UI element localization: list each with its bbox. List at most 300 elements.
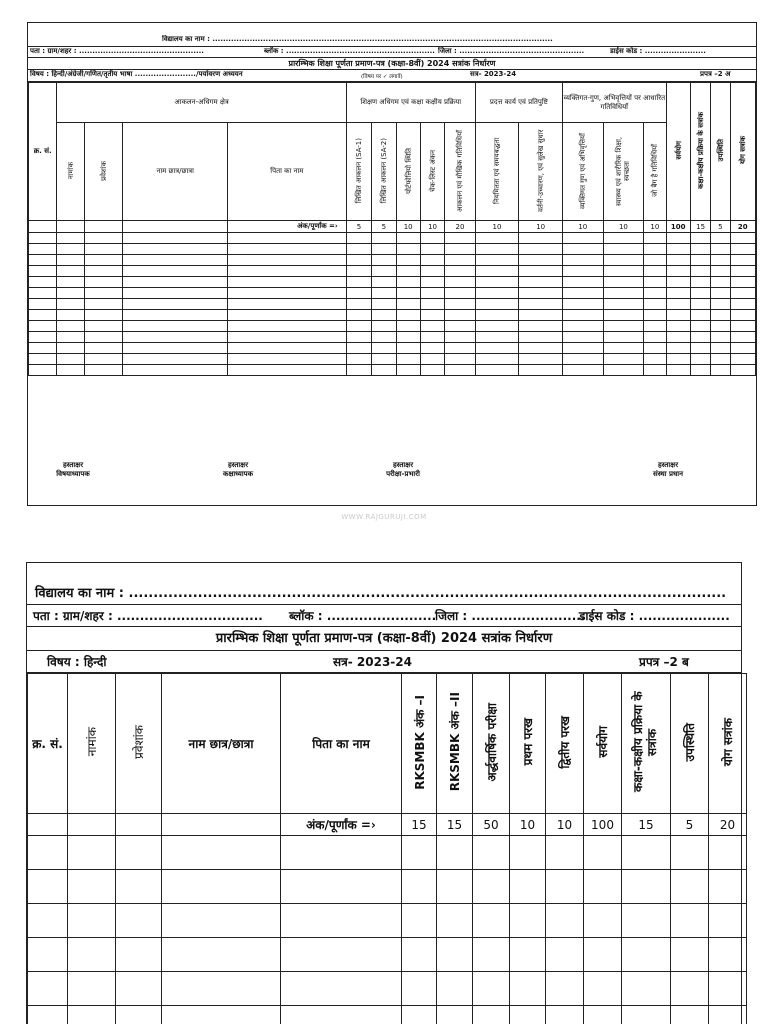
entry-cell[interactable] (603, 310, 644, 321)
entry-cell[interactable] (622, 1006, 671, 1024)
entry-cell[interactable] (690, 288, 710, 299)
student-row[interactable] (29, 321, 756, 332)
entry-cell[interactable] (603, 343, 644, 354)
student-row[interactable] (29, 299, 756, 310)
entry-cell[interactable] (730, 365, 756, 376)
entry-cell[interactable] (730, 332, 756, 343)
entry-cell[interactable] (123, 244, 228, 255)
entry-cell[interactable] (519, 310, 563, 321)
entry-cell[interactable] (730, 233, 756, 244)
student-row[interactable] (29, 255, 756, 266)
entry-cell[interactable] (396, 277, 420, 288)
entry-cell[interactable] (57, 365, 84, 376)
entry-cell[interactable] (281, 972, 402, 1006)
entry-cell[interactable] (29, 354, 57, 365)
entry-cell[interactable] (68, 904, 116, 938)
entry-cell[interactable] (730, 255, 756, 266)
entry-cell[interactable] (29, 244, 57, 255)
entry-cell[interactable] (84, 288, 123, 299)
entry-cell[interactable] (227, 233, 346, 244)
entry-cell[interactable] (690, 244, 710, 255)
entry-cell[interactable] (346, 255, 371, 266)
entry-cell[interactable] (475, 288, 519, 299)
entry-cell[interactable] (28, 836, 68, 870)
entry-cell[interactable] (666, 343, 690, 354)
student-row[interactable] (29, 288, 756, 299)
entry-cell[interactable] (346, 288, 371, 299)
entry-cell[interactable] (666, 288, 690, 299)
entry-cell[interactable] (116, 972, 162, 1006)
entry-cell[interactable] (546, 836, 584, 870)
entry-cell[interactable] (57, 288, 84, 299)
entry-cell[interactable] (28, 938, 68, 972)
entry-cell[interactable] (281, 870, 402, 904)
entry-cell[interactable] (84, 299, 123, 310)
entry-cell[interactable] (473, 938, 510, 972)
entry-cell[interactable] (445, 255, 475, 266)
entry-cell[interactable] (671, 1006, 709, 1024)
entry-cell[interactable] (281, 836, 402, 870)
entry-cell[interactable] (396, 299, 420, 310)
entry-cell[interactable] (372, 288, 396, 299)
entry-cell[interactable] (666, 277, 690, 288)
entry-cell[interactable] (445, 288, 475, 299)
entry-cell[interactable] (123, 288, 228, 299)
entry-cell[interactable] (644, 332, 666, 343)
entry-cell[interactable] (510, 836, 546, 870)
entry-cell[interactable] (644, 310, 666, 321)
entry-cell[interactable] (29, 266, 57, 277)
entry-cell[interactable] (562, 288, 603, 299)
entry-cell[interactable] (562, 365, 603, 376)
entry-cell[interactable] (644, 244, 666, 255)
entry-cell[interactable] (622, 972, 671, 1006)
entry-cell[interactable] (372, 310, 396, 321)
entry-cell[interactable] (644, 299, 666, 310)
entry-cell[interactable] (690, 332, 710, 343)
student-row[interactable] (29, 244, 756, 255)
entry-cell[interactable] (346, 299, 371, 310)
entry-cell[interactable] (666, 332, 690, 343)
entry-cell[interactable] (510, 870, 546, 904)
entry-cell[interactable] (475, 343, 519, 354)
entry-cell[interactable] (123, 354, 228, 365)
entry-cell[interactable] (84, 310, 123, 321)
entry-cell[interactable] (475, 332, 519, 343)
entry-cell[interactable] (28, 972, 68, 1006)
entry-cell[interactable] (57, 266, 84, 277)
entry-cell[interactable] (346, 266, 371, 277)
entry-cell[interactable] (116, 836, 162, 870)
entry-cell[interactable] (519, 288, 563, 299)
entry-cell[interactable] (420, 321, 444, 332)
entry-cell[interactable] (666, 233, 690, 244)
entry-cell[interactable] (711, 343, 730, 354)
entry-cell[interactable] (730, 277, 756, 288)
entry-cell[interactable] (711, 332, 730, 343)
entry-cell[interactable] (603, 354, 644, 365)
student-row[interactable] (29, 310, 756, 321)
student-row[interactable] (29, 343, 756, 354)
entry-cell[interactable] (420, 233, 444, 244)
entry-cell[interactable] (57, 299, 84, 310)
entry-cell[interactable] (711, 321, 730, 332)
entry-cell[interactable] (730, 343, 756, 354)
entry-cell[interactable] (68, 870, 116, 904)
entry-cell[interactable] (711, 255, 730, 266)
entry-cell[interactable] (227, 255, 346, 266)
entry-cell[interactable] (603, 233, 644, 244)
entry-cell[interactable] (584, 870, 622, 904)
entry-cell[interactable] (711, 288, 730, 299)
entry-cell[interactable] (709, 1006, 747, 1024)
entry-cell[interactable] (281, 1006, 402, 1024)
student-row[interactable] (29, 365, 756, 376)
entry-cell[interactable] (690, 321, 710, 332)
entry-cell[interactable] (711, 354, 730, 365)
entry-cell[interactable] (29, 299, 57, 310)
entry-cell[interactable] (562, 321, 603, 332)
entry-cell[interactable] (519, 343, 563, 354)
entry-cell[interactable] (546, 870, 584, 904)
entry-cell[interactable] (57, 277, 84, 288)
entry-cell[interactable] (420, 255, 444, 266)
entry-cell[interactable] (346, 233, 371, 244)
entry-cell[interactable] (562, 310, 603, 321)
entry-cell[interactable] (510, 1006, 546, 1024)
entry-cell[interactable] (644, 277, 666, 288)
entry-cell[interactable] (84, 244, 123, 255)
entry-cell[interactable] (473, 836, 510, 870)
entry-cell[interactable] (68, 1006, 116, 1024)
entry-cell[interactable] (396, 233, 420, 244)
entry-cell[interactable] (402, 904, 437, 938)
entry-cell[interactable] (372, 354, 396, 365)
entry-cell[interactable] (372, 343, 396, 354)
entry-cell[interactable] (123, 332, 228, 343)
entry-cell[interactable] (644, 343, 666, 354)
entry-cell[interactable] (584, 938, 622, 972)
entry-cell[interactable] (510, 904, 546, 938)
entry-cell[interactable] (420, 332, 444, 343)
entry-cell[interactable] (116, 904, 162, 938)
entry-cell[interactable] (227, 288, 346, 299)
entry-cell[interactable] (281, 938, 402, 972)
entry-cell[interactable] (162, 938, 281, 972)
entry-cell[interactable] (644, 233, 666, 244)
entry-cell[interactable] (227, 299, 346, 310)
entry-cell[interactable] (546, 972, 584, 1006)
entry-cell[interactable] (227, 277, 346, 288)
student-row[interactable] (29, 233, 756, 244)
entry-cell[interactable] (711, 233, 730, 244)
entry-cell[interactable] (473, 972, 510, 1006)
entry-cell[interactable] (711, 310, 730, 321)
entry-cell[interactable] (445, 277, 475, 288)
entry-cell[interactable] (603, 244, 644, 255)
entry-cell[interactable] (562, 277, 603, 288)
entry-cell[interactable] (690, 343, 710, 354)
entry-cell[interactable] (346, 277, 371, 288)
entry-cell[interactable] (666, 266, 690, 277)
entry-cell[interactable] (162, 836, 281, 870)
entry-cell[interactable] (372, 299, 396, 310)
entry-cell[interactable] (445, 310, 475, 321)
entry-cell[interactable] (84, 354, 123, 365)
entry-cell[interactable] (584, 836, 622, 870)
entry-cell[interactable] (57, 354, 84, 365)
entry-cell[interactable] (396, 343, 420, 354)
entry-cell[interactable] (584, 904, 622, 938)
entry-cell[interactable] (603, 332, 644, 343)
entry-cell[interactable] (162, 1006, 281, 1024)
entry-cell[interactable] (671, 904, 709, 938)
entry-cell[interactable] (445, 343, 475, 354)
entry-cell[interactable] (475, 365, 519, 376)
entry-cell[interactable] (709, 904, 747, 938)
entry-cell[interactable] (644, 354, 666, 365)
entry-cell[interactable] (473, 904, 510, 938)
entry-cell[interactable] (510, 938, 546, 972)
entry-cell[interactable] (396, 266, 420, 277)
entry-cell[interactable] (709, 938, 747, 972)
entry-cell[interactable] (562, 332, 603, 343)
entry-cell[interactable] (690, 233, 710, 244)
entry-cell[interactable] (519, 299, 563, 310)
entry-cell[interactable] (711, 244, 730, 255)
entry-cell[interactable] (396, 244, 420, 255)
entry-cell[interactable] (396, 310, 420, 321)
entry-cell[interactable] (123, 266, 228, 277)
entry-cell[interactable] (730, 321, 756, 332)
entry-cell[interactable] (402, 1006, 437, 1024)
entry-cell[interactable] (402, 938, 437, 972)
entry-cell[interactable] (420, 266, 444, 277)
entry-cell[interactable] (622, 870, 671, 904)
entry-cell[interactable] (396, 255, 420, 266)
entry-cell[interactable] (445, 332, 475, 343)
entry-cell[interactable] (603, 277, 644, 288)
entry-cell[interactable] (346, 365, 371, 376)
entry-cell[interactable] (666, 255, 690, 266)
entry-cell[interactable] (123, 321, 228, 332)
entry-cell[interactable] (123, 299, 228, 310)
entry-cell[interactable] (475, 233, 519, 244)
entry-cell[interactable] (346, 332, 371, 343)
entry-cell[interactable] (372, 266, 396, 277)
entry-cell[interactable] (475, 310, 519, 321)
entry-cell[interactable] (711, 299, 730, 310)
entry-cell[interactable] (584, 972, 622, 1006)
entry-cell[interactable] (29, 332, 57, 343)
entry-cell[interactable] (420, 343, 444, 354)
entry-cell[interactable] (666, 299, 690, 310)
entry-cell[interactable] (57, 321, 84, 332)
entry-cell[interactable] (420, 299, 444, 310)
entry-cell[interactable] (29, 255, 57, 266)
entry-cell[interactable] (396, 321, 420, 332)
entry-cell[interactable] (519, 321, 563, 332)
entry-cell[interactable] (562, 343, 603, 354)
entry-cell[interactable] (644, 255, 666, 266)
entry-cell[interactable] (519, 365, 563, 376)
student-row[interactable] (29, 277, 756, 288)
entry-cell[interactable] (709, 836, 747, 870)
entry-cell[interactable] (562, 354, 603, 365)
entry-cell[interactable] (227, 310, 346, 321)
entry-cell[interactable] (402, 836, 437, 870)
entry-cell[interactable] (603, 321, 644, 332)
entry-cell[interactable] (116, 870, 162, 904)
entry-cell[interactable] (711, 277, 730, 288)
entry-cell[interactable] (445, 244, 475, 255)
entry-cell[interactable] (227, 365, 346, 376)
entry-cell[interactable] (396, 288, 420, 299)
entry-cell[interactable] (445, 321, 475, 332)
student-row[interactable] (28, 904, 747, 938)
entry-cell[interactable] (84, 277, 123, 288)
entry-cell[interactable] (116, 1006, 162, 1024)
entry-cell[interactable] (730, 354, 756, 365)
student-row[interactable] (29, 354, 756, 365)
entry-cell[interactable] (372, 255, 396, 266)
entry-cell[interactable] (116, 938, 162, 972)
entry-cell[interactable] (29, 321, 57, 332)
entry-cell[interactable] (29, 277, 57, 288)
entry-cell[interactable] (57, 332, 84, 343)
entry-cell[interactable] (123, 277, 228, 288)
entry-cell[interactable] (57, 255, 84, 266)
entry-cell[interactable] (690, 255, 710, 266)
entry-cell[interactable] (519, 277, 563, 288)
entry-cell[interactable] (730, 288, 756, 299)
entry-cell[interactable] (519, 332, 563, 343)
entry-cell[interactable] (372, 233, 396, 244)
entry-cell[interactable] (519, 266, 563, 277)
entry-cell[interactable] (445, 365, 475, 376)
entry-cell[interactable] (546, 1006, 584, 1024)
entry-cell[interactable] (622, 904, 671, 938)
entry-cell[interactable] (227, 354, 346, 365)
entry-cell[interactable] (123, 343, 228, 354)
student-row[interactable] (28, 972, 747, 1006)
entry-cell[interactable] (671, 972, 709, 1006)
entry-cell[interactable] (709, 972, 747, 1006)
entry-cell[interactable] (29, 365, 57, 376)
entry-cell[interactable] (396, 332, 420, 343)
entry-cell[interactable] (372, 332, 396, 343)
entry-cell[interactable] (123, 310, 228, 321)
entry-cell[interactable] (622, 836, 671, 870)
entry-cell[interactable] (123, 365, 228, 376)
entry-cell[interactable] (690, 299, 710, 310)
entry-cell[interactable] (437, 836, 473, 870)
entry-cell[interactable] (29, 343, 57, 354)
entry-cell[interactable] (227, 266, 346, 277)
entry-cell[interactable] (123, 233, 228, 244)
entry-cell[interactable] (29, 310, 57, 321)
entry-cell[interactable] (690, 354, 710, 365)
entry-cell[interactable] (402, 972, 437, 1006)
entry-cell[interactable] (437, 904, 473, 938)
entry-cell[interactable] (372, 277, 396, 288)
entry-cell[interactable] (84, 233, 123, 244)
entry-cell[interactable] (603, 266, 644, 277)
entry-cell[interactable] (546, 904, 584, 938)
entry-cell[interactable] (603, 288, 644, 299)
entry-cell[interactable] (162, 870, 281, 904)
entry-cell[interactable] (84, 332, 123, 343)
entry-cell[interactable] (227, 343, 346, 354)
entry-cell[interactable] (28, 870, 68, 904)
entry-cell[interactable] (28, 904, 68, 938)
entry-cell[interactable] (644, 321, 666, 332)
entry-cell[interactable] (671, 938, 709, 972)
entry-cell[interactable] (84, 255, 123, 266)
entry-cell[interactable] (690, 277, 710, 288)
entry-cell[interactable] (437, 938, 473, 972)
entry-cell[interactable] (445, 354, 475, 365)
entry-cell[interactable] (666, 365, 690, 376)
entry-cell[interactable] (57, 310, 84, 321)
entry-cell[interactable] (644, 266, 666, 277)
entry-cell[interactable] (68, 938, 116, 972)
entry-cell[interactable] (227, 332, 346, 343)
entry-cell[interactable] (227, 244, 346, 255)
entry-cell[interactable] (562, 233, 603, 244)
entry-cell[interactable] (420, 354, 444, 365)
entry-cell[interactable] (437, 972, 473, 1006)
entry-cell[interactable] (420, 365, 444, 376)
entry-cell[interactable] (644, 288, 666, 299)
student-row[interactable] (28, 1006, 747, 1024)
entry-cell[interactable] (29, 288, 57, 299)
entry-cell[interactable] (445, 299, 475, 310)
entry-cell[interactable] (562, 299, 603, 310)
entry-cell[interactable] (709, 870, 747, 904)
entry-cell[interactable] (227, 321, 346, 332)
student-row[interactable] (29, 332, 756, 343)
entry-cell[interactable] (473, 870, 510, 904)
entry-cell[interactable] (346, 354, 371, 365)
student-row[interactable] (28, 938, 747, 972)
entry-cell[interactable] (666, 354, 690, 365)
entry-cell[interactable] (420, 288, 444, 299)
entry-cell[interactable] (445, 266, 475, 277)
entry-cell[interactable] (603, 255, 644, 266)
entry-cell[interactable] (510, 972, 546, 1006)
entry-cell[interactable] (671, 870, 709, 904)
entry-cell[interactable] (711, 365, 730, 376)
entry-cell[interactable] (519, 244, 563, 255)
entry-cell[interactable] (562, 244, 603, 255)
entry-cell[interactable] (57, 343, 84, 354)
entry-cell[interactable] (666, 310, 690, 321)
entry-cell[interactable] (475, 277, 519, 288)
entry-cell[interactable] (396, 365, 420, 376)
entry-cell[interactable] (475, 321, 519, 332)
entry-cell[interactable] (519, 233, 563, 244)
entry-cell[interactable] (519, 255, 563, 266)
entry-cell[interactable] (420, 277, 444, 288)
entry-cell[interactable] (437, 870, 473, 904)
entry-cell[interactable] (29, 233, 57, 244)
entry-cell[interactable] (473, 1006, 510, 1024)
entry-cell[interactable] (690, 310, 710, 321)
entry-cell[interactable] (68, 836, 116, 870)
entry-cell[interactable] (475, 244, 519, 255)
entry-cell[interactable] (372, 365, 396, 376)
